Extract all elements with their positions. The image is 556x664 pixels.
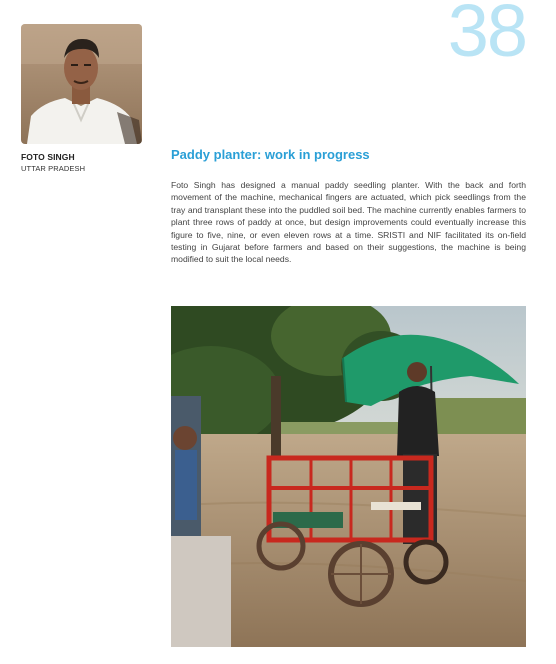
article-body: Foto Singh has designed a manual paddy seedling planter. With the back and forth movement of the machine, mechanical fingers are actuated, which pick seedlings from the tray and transplant these into the puddled soil bed. The machine currently enables farmers to plant three rows of paddy at once, but design improvements could eventually increase this figure to five, nine, or even eleven rows at a time. SRISTI and NIF facilitated its on-field testing in Gujarat before farmers and based on their suggestions, the machine is being modified to suit the local needs. <box>171 180 526 265</box>
paddy-planter-photo <box>171 306 526 647</box>
profile-region: UTTAR PRADESH <box>21 164 86 173</box>
portrait-photo <box>21 24 142 144</box>
article-title: Paddy planter: work in progress <box>171 147 370 162</box>
portrait-illustration <box>21 24 142 144</box>
profile-name: FOTO SINGH <box>21 152 75 162</box>
field-scene-illustration <box>171 306 526 647</box>
page-number: 38 <box>447 0 526 72</box>
